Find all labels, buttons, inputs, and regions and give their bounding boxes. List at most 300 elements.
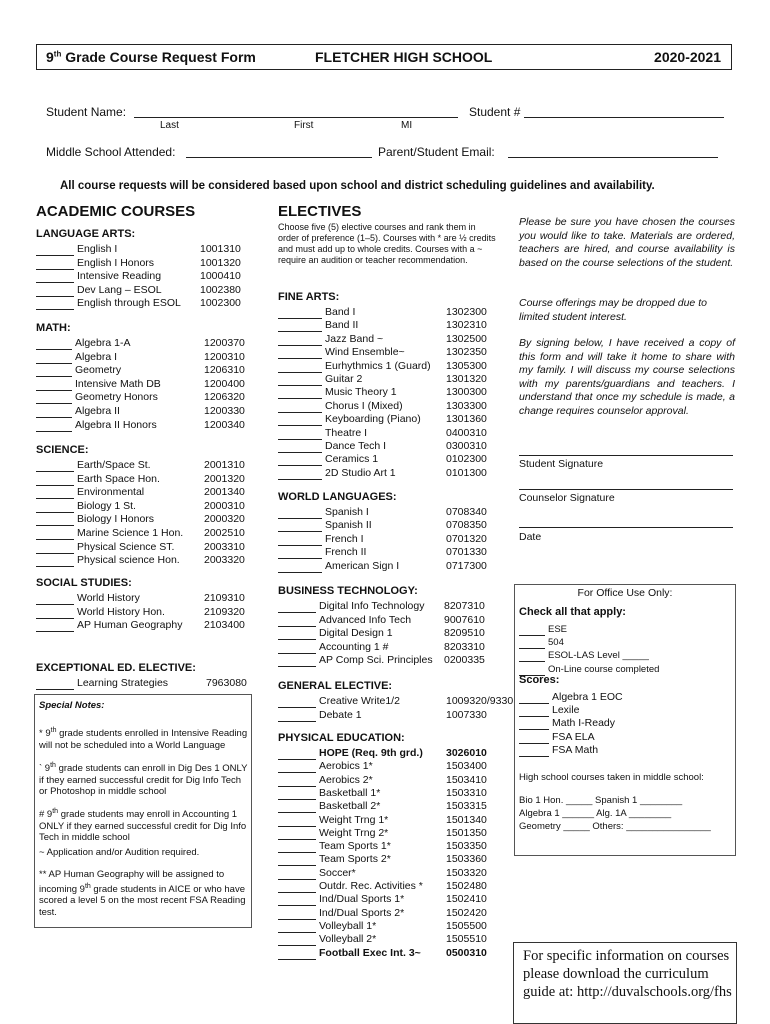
- electives-column: [278, 0, 514, 1000]
- course-name: Marine Science 1 Hon.: [77, 527, 184, 539]
- hs-courses-label: High school courses taken in middle school:: [519, 772, 704, 783]
- course-rank-blank[interactable]: [278, 562, 322, 573]
- course-name: Guitar 2: [325, 373, 363, 385]
- course-code: 0200335: [444, 654, 485, 667]
- hs-line-3: Geometry _____ Others: ________________: [519, 821, 711, 832]
- middle-school-label: Middle School Attended:: [46, 145, 176, 159]
- course-rank-blank[interactable]: [36, 366, 72, 377]
- course-code: 2003310: [204, 540, 245, 553]
- course-rank-blank[interactable]: [278, 521, 322, 532]
- course-rank-blank[interactable]: [278, 629, 316, 640]
- note-intensive-reading: * 9th grade students enrolled in Intensive Reading will not be scheduled into a World Language: [39, 727, 248, 751]
- course-rank-blank[interactable]: [36, 393, 72, 404]
- date-label: Date: [519, 531, 542, 543]
- math-course-row: [36, 419, 274, 432]
- office-check-label: ESOL-LAS Level _____: [548, 650, 649, 662]
- course-name: Theatre I: [325, 426, 368, 439]
- hs-line-1: Bio 1 Hon. _____ Spanish 1 ________: [519, 795, 683, 806]
- science-course-row: [36, 473, 274, 486]
- course-rank-blank[interactable]: [278, 882, 316, 893]
- academic-courses-title: ACADEMIC COURSES: [36, 203, 196, 220]
- fine-arts-course-row: [278, 453, 516, 466]
- course-name: Biology I Honors: [77, 513, 155, 526]
- course-code: 1505500: [446, 919, 487, 932]
- course-name: English I: [77, 243, 118, 255]
- office-score-check-blank[interactable]: [519, 706, 549, 717]
- course-name: Aerobics 2*: [319, 773, 373, 786]
- course-name: Basketball 1*: [319, 786, 381, 799]
- note-ap-human-geo: ** AP Human Geography will be assigned to incoming 9th grade students in AICE or who have scored a level 5 on the most recent FSA Reading test.: [39, 869, 246, 918]
- hs-line-2: Algebra 1 ______ Alg. 1A ________: [519, 808, 672, 819]
- course-code: 2002510: [204, 527, 245, 539]
- physical-education-course-row: [278, 747, 516, 760]
- course-name: Algebra 1-A: [75, 337, 131, 349]
- course-rank-blank[interactable]: [278, 469, 322, 480]
- course-rank-blank[interactable]: [36, 286, 74, 297]
- special-notes-title: Special Notes:: [39, 700, 105, 711]
- course-rank-blank[interactable]: [36, 407, 72, 418]
- course-rank-blank[interactable]: [36, 515, 74, 526]
- physical-education-course-row: [278, 814, 516, 827]
- course-name: Learning Strategies: [77, 677, 169, 689]
- course-rank-blank[interactable]: [278, 442, 322, 453]
- fine-arts-course-row: [278, 413, 516, 426]
- world-languages-course-row: [278, 560, 516, 573]
- scores-label: Scores:: [519, 674, 560, 686]
- language-arts-course-row: [36, 284, 270, 297]
- math-course-row: [36, 337, 274, 350]
- student-number-field[interactable]: [524, 104, 724, 118]
- business-tech-course-row: [278, 600, 514, 613]
- world-languages-course-row: [278, 546, 516, 559]
- course-code: 8203310: [444, 640, 485, 653]
- business-tech-label: BUSINESS TECHNOLOGY:: [278, 585, 418, 597]
- math-course-row: [36, 364, 274, 377]
- course-name: Advanced Info Tech: [319, 613, 412, 626]
- course-code: 1503350: [446, 840, 487, 853]
- course-rank-blank[interactable]: [278, 697, 316, 708]
- office-score-check-blank[interactable]: [519, 719, 549, 730]
- course-rank-blank[interactable]: [278, 656, 316, 667]
- course-code: 2001320: [204, 472, 245, 485]
- office-score-check-blank[interactable]: [519, 746, 549, 757]
- course-rank-blank[interactable]: [278, 922, 316, 933]
- course-rank-blank[interactable]: [36, 608, 74, 619]
- course-code: 0102300: [446, 453, 487, 466]
- social-studies-course-row: [36, 619, 274, 632]
- course-name: Soccer*: [319, 866, 356, 879]
- course-rank-blank[interactable]: [36, 488, 74, 499]
- first-label: First: [294, 120, 314, 131]
- math-course-row: [36, 378, 274, 391]
- course-rank-blank[interactable]: [278, 548, 322, 559]
- course-rank-blank[interactable]: [36, 272, 74, 283]
- course-name: Physical science Hon.: [77, 554, 180, 567]
- course-name: Eurhythmics 1 (Guard): [325, 359, 431, 372]
- office-check-check-blank[interactable]: [519, 625, 545, 636]
- course-code: 1501350: [446, 826, 487, 839]
- course-name: Spanish II: [325, 519, 372, 532]
- dropped-paragraph: Course offerings may be dropped due to limited student interest.: [519, 297, 707, 323]
- course-code: 7963080: [206, 677, 247, 689]
- fine-arts-course-row: [278, 386, 516, 399]
- course-rank-blank[interactable]: [36, 556, 74, 567]
- course-code: 0708340: [446, 506, 487, 518]
- math-course-row: [36, 351, 274, 364]
- office-check-item: [519, 623, 567, 636]
- course-rank-blank[interactable]: [278, 429, 322, 440]
- office-score-label: FSA ELA: [552, 730, 595, 743]
- course-rank-blank[interactable]: [36, 353, 72, 364]
- course-code: 1501340: [446, 813, 487, 826]
- course-code: 1200370: [204, 337, 245, 349]
- course-name: Weight Trng 1*: [319, 813, 389, 826]
- course-name: Digital Info Technology: [319, 600, 425, 612]
- course-name: Algebra II: [75, 405, 120, 417]
- course-name: Biology 1 St.: [77, 499, 136, 512]
- course-name: Accounting 1 #: [319, 640, 389, 653]
- course-rank-blank[interactable]: [36, 594, 74, 605]
- science-course-row: [36, 554, 274, 567]
- office-score-label: Algebra 1 EOC: [552, 691, 623, 703]
- course-rank-blank[interactable]: [278, 842, 316, 853]
- course-rank-blank[interactable]: [278, 762, 316, 773]
- course-code: 1502480: [446, 880, 487, 892]
- language-arts-label: LANGUAGE ARTS:: [36, 228, 136, 240]
- course-code: 2109320: [204, 605, 245, 618]
- course-code: 1200310: [204, 350, 245, 363]
- course-code: 1200330: [204, 405, 245, 417]
- math-course-row: [36, 391, 274, 404]
- course-code: 2001340: [204, 486, 245, 499]
- course-rank-blank[interactable]: [278, 308, 322, 319]
- course-rank-blank[interactable]: [278, 895, 316, 906]
- physical-education-label: PHYSICAL EDUCATION:: [278, 732, 405, 744]
- course-name: Volleyball 1*: [319, 919, 377, 932]
- social-studies-course-row: [36, 592, 274, 605]
- course-rank-blank[interactable]: [36, 461, 74, 472]
- office-check-item: [519, 649, 649, 662]
- course-rank-blank[interactable]: [278, 776, 316, 787]
- course-name: English through ESOL: [77, 297, 181, 310]
- course-rank-blank[interactable]: [278, 789, 316, 800]
- course-code: 1001310: [200, 243, 241, 255]
- course-rank-blank[interactable]: [36, 380, 72, 391]
- student-signature-label: Student Signature: [519, 458, 604, 470]
- fine-arts-course-row: [278, 467, 516, 480]
- course-rank-blank[interactable]: [36, 245, 74, 256]
- office-score-check-blank[interactable]: [519, 733, 549, 744]
- physical-education-course-row: [278, 933, 516, 946]
- office-score-label: Lexile: [552, 704, 580, 717]
- signing-paragraph: By signing below, I have received a copy of this form and will take it home to share with my family. I will discuss my course selections with my parents/guardians and teachers. I understand that once my schedule is made, a change requires counselor approval.: [519, 337, 735, 417]
- course-code: 1200400: [204, 377, 245, 390]
- course-code: 1200340: [204, 418, 245, 431]
- office-score-item: [519, 691, 623, 704]
- course-name: World History Hon.: [77, 605, 165, 618]
- physical-education-course-row: [278, 893, 516, 906]
- counselor-signature-label: Counselor Signature: [519, 492, 615, 504]
- business-tech-course-row: [278, 614, 514, 627]
- exceptional-ed-course-row: [36, 677, 276, 690]
- note-dig-des: ` 9th grade students can enroll in Dig Des 1 ONLY if they earned successful credit for Dig Info Tech or Photoshop in middle school: [39, 762, 248, 798]
- course-rank-blank[interactable]: [36, 543, 74, 554]
- science-course-row: [36, 500, 274, 513]
- course-code: 2001310: [204, 459, 245, 471]
- school-year: 2020-2021: [654, 49, 721, 65]
- student-signature-line[interactable]: [519, 454, 733, 456]
- course-name: Algebra II Honors: [75, 418, 157, 431]
- physical-education-course-row: [278, 867, 516, 880]
- course-code: 1001320: [200, 256, 241, 269]
- course-name: Spanish I: [325, 506, 369, 518]
- physical-education-course-row: [278, 787, 516, 800]
- counselor-signature-line[interactable]: [519, 488, 733, 490]
- last-label: Last: [160, 120, 179, 131]
- course-name: AP Comp Sci. Principles: [319, 654, 433, 667]
- course-name: Ind/Dual Sports 1*: [319, 893, 405, 906]
- office-check-check-blank[interactable]: [519, 638, 545, 649]
- course-code: 1503360: [446, 853, 487, 866]
- electives-intro: Choose five (5) elective courses and rank them in order of preference (1–5). Courses with * are ½ credits and must add up to whole credits. Courses with a ~ require an audition or teacher recommendation.: [278, 222, 496, 265]
- office-score-label: FSA Math: [552, 743, 599, 756]
- physical-education-course-row: [278, 800, 516, 813]
- office-score-item: [519, 744, 598, 757]
- course-rank-blank[interactable]: [278, 802, 316, 813]
- course-code: 0717300: [446, 559, 487, 572]
- course-name: Earth Space Hon.: [77, 472, 160, 485]
- course-name: Creative Write1/2: [319, 695, 400, 707]
- course-rank-blank[interactable]: [278, 711, 316, 722]
- physical-education-course-row: [278, 947, 516, 960]
- course-name: World History: [77, 592, 140, 604]
- course-rank-blank[interactable]: [278, 869, 316, 880]
- course-rank-blank[interactable]: [36, 679, 74, 690]
- course-code: 1503320: [446, 866, 487, 879]
- physical-education-course-row: [278, 760, 516, 773]
- course-code: 8207310: [444, 600, 485, 612]
- course-rank-blank[interactable]: [278, 602, 316, 613]
- student-name-label: Student Name:: [46, 105, 127, 119]
- office-score-item: [519, 717, 615, 730]
- fine-arts-label: FINE ARTS:: [278, 291, 340, 303]
- language-arts-course-row: [36, 257, 270, 270]
- physical-education-course-row: [278, 880, 516, 893]
- academic-courses-column: [36, 0, 256, 700]
- course-rank-blank[interactable]: [36, 502, 74, 513]
- course-name: Team Sports 1*: [319, 840, 391, 853]
- course-name: Algebra I: [75, 350, 118, 363]
- world-languages-course-row: [278, 506, 516, 519]
- electives-title: ELECTIVES: [278, 203, 362, 220]
- science-course-row: [36, 527, 274, 540]
- office-use-title: For Office Use Only:: [577, 587, 673, 599]
- course-code: 2000320: [204, 513, 245, 526]
- fine-arts-course-row: [278, 440, 516, 453]
- course-code: 0300310: [446, 440, 487, 452]
- office-check-check-blank[interactable]: [519, 651, 545, 662]
- form-title: 9th Grade Course Request Form: [46, 49, 256, 65]
- course-code: 2109310: [204, 592, 245, 604]
- course-name: English I Honors: [77, 256, 155, 269]
- course-rank-blank[interactable]: [278, 415, 322, 426]
- course-code: 1505510: [446, 933, 487, 946]
- office-score-check-blank[interactable]: [519, 693, 549, 704]
- course-name: Ceramics 1: [325, 453, 379, 466]
- fine-arts-course-row: [278, 360, 516, 373]
- course-name: French II: [325, 546, 367, 559]
- course-rank-blank[interactable]: [36, 421, 72, 432]
- general-elective-label: GENERAL ELECTIVE:: [278, 680, 393, 692]
- course-name: HOPE (Req. 9th grd.): [319, 747, 423, 759]
- course-rank-blank[interactable]: [36, 339, 72, 350]
- course-rank-blank[interactable]: [278, 535, 322, 546]
- course-code: 0101300: [446, 466, 487, 479]
- course-name: Intensive Reading: [77, 270, 162, 283]
- course-code: 3026010: [446, 747, 487, 759]
- course-code: 0400310: [446, 426, 487, 439]
- course-name: Basketball 2*: [319, 800, 381, 813]
- course-rank-blank[interactable]: [278, 949, 316, 960]
- world-languages-label: WORLD LANGUAGES:: [278, 491, 397, 503]
- course-rank-blank[interactable]: [36, 259, 74, 270]
- course-rank-blank[interactable]: [278, 616, 316, 627]
- course-name: Outdr. Rec. Activities *: [319, 880, 423, 892]
- check-all-label: Check all that apply:: [519, 606, 626, 618]
- course-rank-blank[interactable]: [278, 388, 322, 399]
- note-application: ~ Application and/or Audition required.: [39, 847, 200, 858]
- course-name: Chorus I (Mixed): [325, 399, 403, 412]
- office-use-box: [514, 584, 736, 856]
- course-name: Aerobics 1*: [319, 760, 373, 773]
- course-code: 1302350: [446, 346, 487, 359]
- course-rank-blank[interactable]: [278, 402, 322, 413]
- office-score-item: [519, 731, 595, 744]
- course-name: Volleyball 2*: [319, 933, 377, 946]
- course-code: 0701320: [446, 532, 487, 545]
- course-code: 1009320/9330: [446, 695, 514, 707]
- special-notes-box: [34, 694, 252, 928]
- fine-arts-course-row: [278, 346, 516, 359]
- course-rank-blank[interactable]: [278, 749, 316, 760]
- course-name: Band I: [325, 306, 356, 318]
- physical-education-course-row: [278, 827, 516, 840]
- course-name: Wind Ensemble~: [325, 346, 405, 359]
- date-line[interactable]: [519, 526, 733, 528]
- course-name: Ind/Dual Sports 2*: [319, 906, 405, 919]
- science-label: SCIENCE:: [36, 444, 89, 456]
- course-name: Keyboarding (Piano): [325, 413, 421, 426]
- general-elective-course-row: [278, 695, 516, 708]
- course-rank-blank[interactable]: [36, 475, 74, 486]
- fine-arts-course-row: [278, 427, 516, 440]
- course-code: 1301320: [446, 373, 487, 385]
- course-code: 1206320: [204, 391, 245, 404]
- course-code: 1302300: [446, 306, 487, 318]
- course-name: Physical Science ST.: [77, 540, 175, 553]
- world-languages-course-row: [278, 519, 516, 532]
- email-field[interactable]: [508, 144, 718, 158]
- course-rank-blank[interactable]: [278, 508, 322, 519]
- fine-arts-course-row: [278, 306, 516, 319]
- course-rank-blank[interactable]: [278, 909, 316, 920]
- course-rank-blank[interactable]: [278, 855, 316, 866]
- office-check-label: On-Line course completed: [548, 663, 660, 675]
- science-course-row: [36, 513, 274, 526]
- course-rank-blank[interactable]: [278, 935, 316, 946]
- course-code: 2000310: [204, 499, 245, 512]
- student-number-label: Student #: [469, 105, 521, 119]
- course-name: French I: [325, 532, 364, 545]
- course-code: 2003320: [204, 554, 245, 567]
- course-name: Geometry: [75, 364, 122, 377]
- course-code: 1503400: [446, 760, 487, 773]
- exceptional-ed-label: EXCEPTIONAL ED. ELECTIVE:: [36, 662, 196, 674]
- course-code: 0708350: [446, 519, 487, 532]
- course-name: 2D Studio Art 1: [325, 466, 396, 479]
- course-name: Environmental: [77, 486, 145, 499]
- physical-education-course-row: [278, 774, 516, 787]
- general-elective-course-row: [278, 709, 516, 722]
- course-code: 1303300: [446, 399, 487, 412]
- course-code: 1503410: [446, 773, 487, 786]
- physical-education-course-row: [278, 907, 516, 920]
- materials-paragraph: Please be sure you have chosen the courses you would like to take. Materials are ordered, teachers are hired, and course availability is based on the course selections of the student.: [519, 216, 735, 269]
- course-rank-blank[interactable]: [278, 335, 322, 346]
- course-code: 1002300: [200, 297, 241, 310]
- course-rank-blank[interactable]: [278, 348, 322, 359]
- course-rank-blank[interactable]: [278, 829, 316, 840]
- science-course-row: [36, 459, 274, 472]
- availability-notice: All course requests will be considered based upon school and district scheduling guidelines and availability.: [60, 180, 655, 192]
- science-course-row: [36, 541, 274, 554]
- course-code: 1503315: [446, 800, 487, 813]
- course-name: Geometry Honors: [75, 391, 158, 404]
- course-code: 1502420: [446, 906, 487, 919]
- course-rank-blank[interactable]: [278, 455, 322, 466]
- course-name: Music Theory 1: [325, 386, 397, 399]
- course-name: Jazz Band ~: [325, 332, 384, 345]
- course-name: Dance Tech I: [325, 440, 387, 452]
- physical-education-course-row: [278, 840, 516, 853]
- course-rank-blank[interactable]: [278, 362, 322, 373]
- course-rank-blank[interactable]: [36, 621, 74, 632]
- office-check-label: 504: [548, 637, 564, 649]
- course-code: 1503310: [446, 786, 487, 799]
- fine-arts-course-row: [278, 400, 516, 413]
- language-arts-course-row: [36, 243, 270, 256]
- office-check-label: ESE: [548, 624, 568, 635]
- course-rank-blank[interactable]: [278, 816, 316, 827]
- course-name: Earth/Space St.: [77, 459, 151, 471]
- language-arts-course-row: [36, 270, 270, 283]
- course-rank-blank[interactable]: [36, 529, 74, 540]
- course-rank-blank[interactable]: [278, 643, 316, 654]
- fine-arts-course-row: [278, 373, 516, 386]
- curriculum-info-box: [513, 942, 737, 1024]
- course-code: 1305300: [446, 359, 487, 372]
- math-label: MATH:: [36, 322, 71, 334]
- course-name: Team Sports 2*: [319, 853, 391, 866]
- fine-arts-course-row: [278, 319, 516, 332]
- course-rank-blank[interactable]: [278, 321, 322, 332]
- course-code: 1000410: [200, 270, 241, 283]
- course-name: Band II: [325, 319, 359, 332]
- math-course-row: [36, 405, 274, 418]
- course-rank-blank[interactable]: [36, 299, 74, 310]
- course-code: 1206310: [204, 364, 245, 377]
- course-rank-blank[interactable]: [278, 375, 322, 386]
